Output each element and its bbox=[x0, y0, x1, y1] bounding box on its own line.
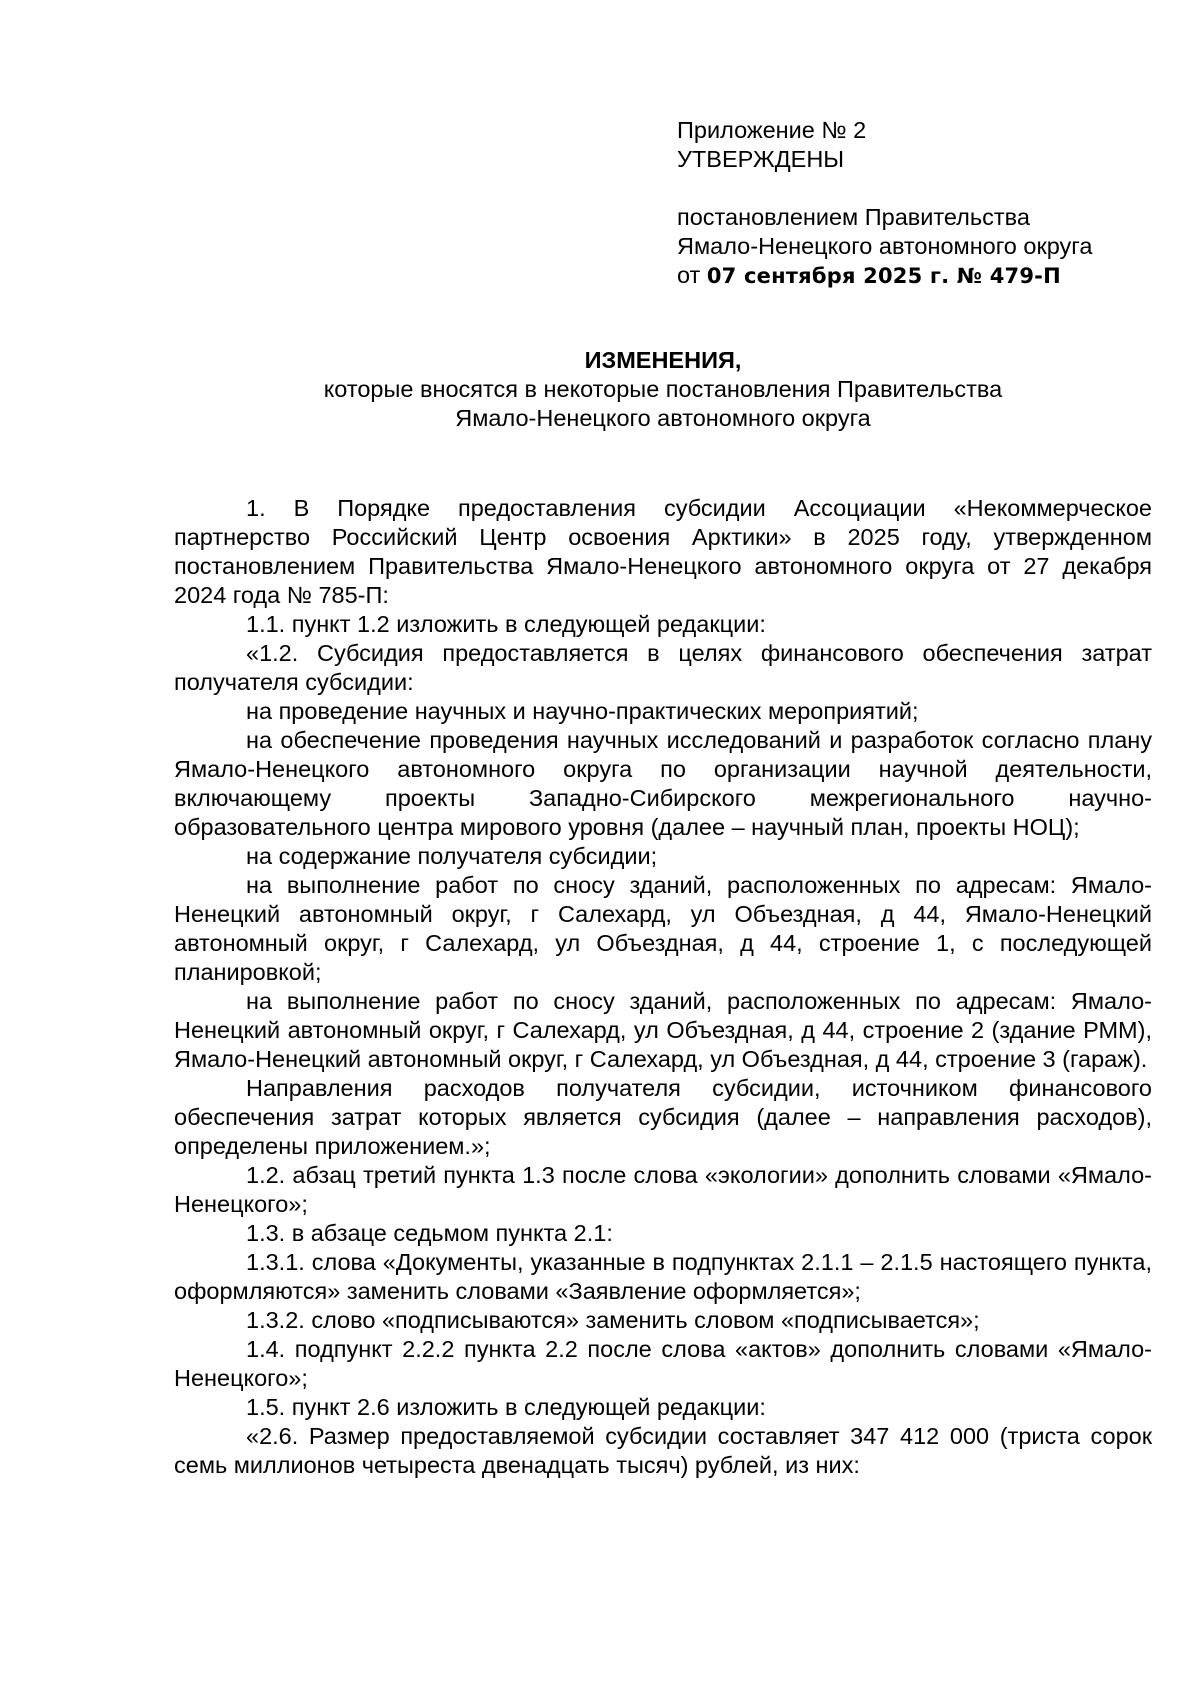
paragraph: 1.3. в абзаце седьмом пункта 2.1: bbox=[246, 1220, 613, 1246]
resolution-label: постановлением Правительства bbox=[677, 204, 1030, 230]
paragraph: 1. В Порядке предоставления субсидии Ассоциации «Некоммерческое партнерство Российский Центр освоения Арктики» в 2025 году, утвержденном постановлением Правительства Ямало-Ненецкого автономного округа от 27 декабря 2024 года № 785-П: bbox=[174, 495, 1152, 608]
paragraph: 1.3.1. слова «Документы, указанные в подпунктах 2.1.1 – 2.1.5 настоящего пункта, оформляются» заменить словами «Заявление оформляется»; bbox=[174, 1249, 1152, 1304]
title-subtitle-line-2: Ямало-Ненецкого автономного округа bbox=[455, 405, 871, 431]
approved-label: УТВЕРЖДЕНЫ bbox=[677, 146, 845, 172]
paragraph: на выполнение работ по сносу зданий, расположенных по адресам: Ямало-Ненецкий автономный округ, г Салехард, ул Объездная, д 44, строение 2 (здание РММ), Ямало-Ненецкий автономный округ, г Салехард, ул Объездная, д 44, строение 3 (гараж). bbox=[174, 988, 1152, 1072]
paragraph: «2.6. Размер предоставляемой субсидии составляет 347 412 000 (триста сорок семь миллионов четыреста двенадцать тысяч) рублей, из них: bbox=[174, 1423, 1152, 1478]
spacer bbox=[677, 174, 1092, 203]
paragraph: «1.2. Субсидия предоставляется в целях финансового обеспечения затрат получателя субсидии: bbox=[174, 640, 1152, 695]
date-prefix: от bbox=[677, 262, 701, 288]
paragraph: 1.4. подпункт 2.2.2 пункта 2.2 после слова «актов» дополнить словами «Ямало-Ненецкого»; bbox=[174, 1336, 1152, 1391]
appendix-number: Приложение № 2 bbox=[677, 117, 867, 143]
approval-block bbox=[677, 116, 1092, 291]
paragraph: на выполнение работ по сносу зданий, расположенных по адресам: Ямало-Ненецкий автономный округ, г Салехард, ул Объездная, д 44, Ямало-Ненецкий автономный округ, г Салехард, ул Объездная, д 44, строение 1, с последующей планировкой; bbox=[174, 872, 1152, 985]
paragraph: 1.5. пункт 2.6 изложить в следующей редакции: bbox=[246, 1394, 766, 1420]
paragraph: 1.2. абзац третий пункта 1.3 после слова «экологии» дополнить словами «Ямало-Ненецкого»; bbox=[174, 1162, 1152, 1217]
paragraph: Направления расходов получателя субсидии, источником финансового обеспечения затрат которых является субсидия (далее – направления расходов), определены приложением.»; bbox=[174, 1075, 1152, 1159]
paragraph: на обеспечение проведения научных исследований и разработок согласно плану Ямало-Ненецкого автономного округа по организации научной деятельности, включающему проекты Западно-Сибирского межрегионального научно-образовательного центра мирового уровня (далее – научный план, проекты НОЦ); bbox=[174, 727, 1152, 840]
paragraph: на содержание получателя субсидии; bbox=[246, 843, 658, 869]
paragraph: 1.3.2. слово «подписываются» заменить словом «подписывается»; bbox=[246, 1307, 980, 1333]
title-heading: ИЗМЕНЕНИЯ, bbox=[584, 347, 742, 373]
resolution-date-number: 07 сентября 2025 г. № 479-П bbox=[706, 264, 1061, 288]
title-subtitle-line-1: которые вносятся в некоторые постановления Правительства bbox=[323, 376, 1003, 402]
paragraph: на проведение научных и научно-практических мероприятий; bbox=[246, 698, 919, 724]
resolution-date-line bbox=[677, 261, 1092, 291]
document-body bbox=[174, 494, 1152, 1480]
paragraph: 1.1. пункт 1.2 изложить в следующей редакции: bbox=[246, 611, 766, 637]
document-title bbox=[174, 346, 1152, 433]
government-name: Ямало-Ненецкого автономного округа bbox=[677, 233, 1093, 259]
